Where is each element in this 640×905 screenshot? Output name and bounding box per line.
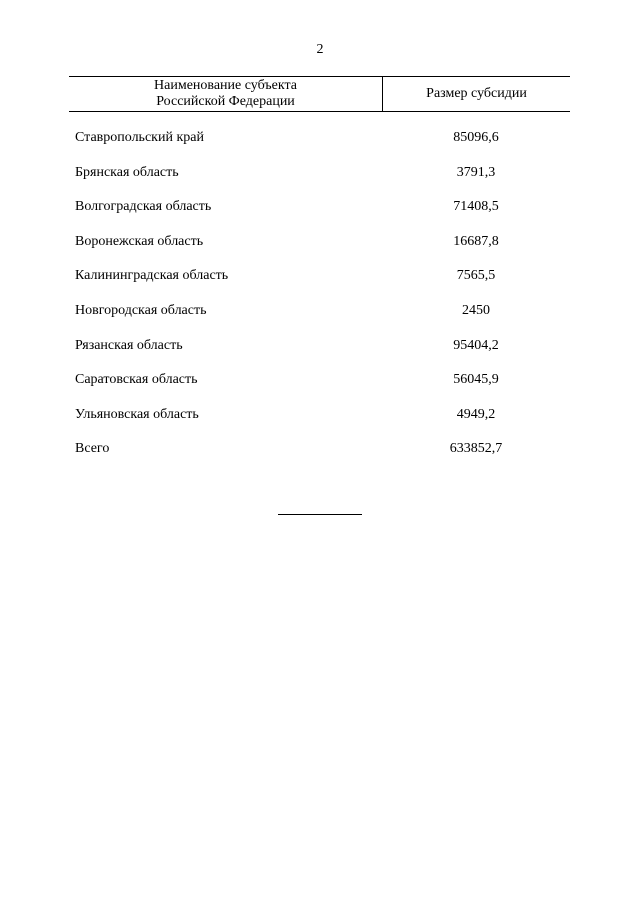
table-header	[69, 76, 570, 112]
header-subsidy-amount: Размер субсидии	[426, 86, 527, 101]
header-region-name-line1: Наименование субъекта	[154, 78, 297, 93]
subsidy-amount: 95404,2	[453, 337, 499, 353]
total-amount: 633852,7	[449, 441, 503, 457]
subsidy-amount: 2450	[462, 302, 490, 318]
region-name: Рязанская область	[75, 337, 183, 353]
subsidy-amount: 85096,6	[453, 130, 499, 145]
subsidy-amount: 3791,3	[456, 164, 496, 180]
end-separator-line	[278, 514, 362, 515]
table-row	[69, 302, 570, 337]
region-name: Калининградская область	[75, 268, 229, 284]
table-body	[69, 129, 570, 475]
table-row	[69, 371, 570, 406]
table-row	[69, 337, 570, 372]
table-row	[69, 164, 570, 199]
subsidy-amount: 71408,5	[453, 199, 499, 215]
subsidy-amount: 56045,9	[453, 372, 499, 388]
region-name: Ставропольский край	[75, 130, 204, 145]
header-region-name	[69, 77, 383, 111]
table-row	[69, 233, 570, 268]
header-region-name-line2: Российской Федерации	[156, 94, 295, 109]
table-row	[69, 198, 570, 233]
total-label: Всего	[75, 441, 110, 457]
subsidy-table	[69, 76, 570, 475]
subsidy-amount: 4949,2	[456, 406, 496, 422]
region-name: Воронежская область	[75, 233, 204, 249]
subsidy-amount: 16687,8	[453, 233, 499, 249]
region-name: Брянская область	[75, 164, 179, 180]
page-number: 2	[316, 42, 324, 57]
table-row	[69, 406, 570, 441]
subsidy-amount: 7565,5	[456, 268, 496, 284]
region-name: Ульяновская область	[75, 406, 199, 422]
table-row-total	[69, 440, 570, 475]
region-name: Саратовская область	[75, 372, 198, 388]
region-name: Волгоградская область	[75, 199, 212, 215]
region-name: Новгородская область	[75, 302, 207, 318]
table-row	[69, 267, 570, 302]
table-row	[69, 129, 570, 164]
